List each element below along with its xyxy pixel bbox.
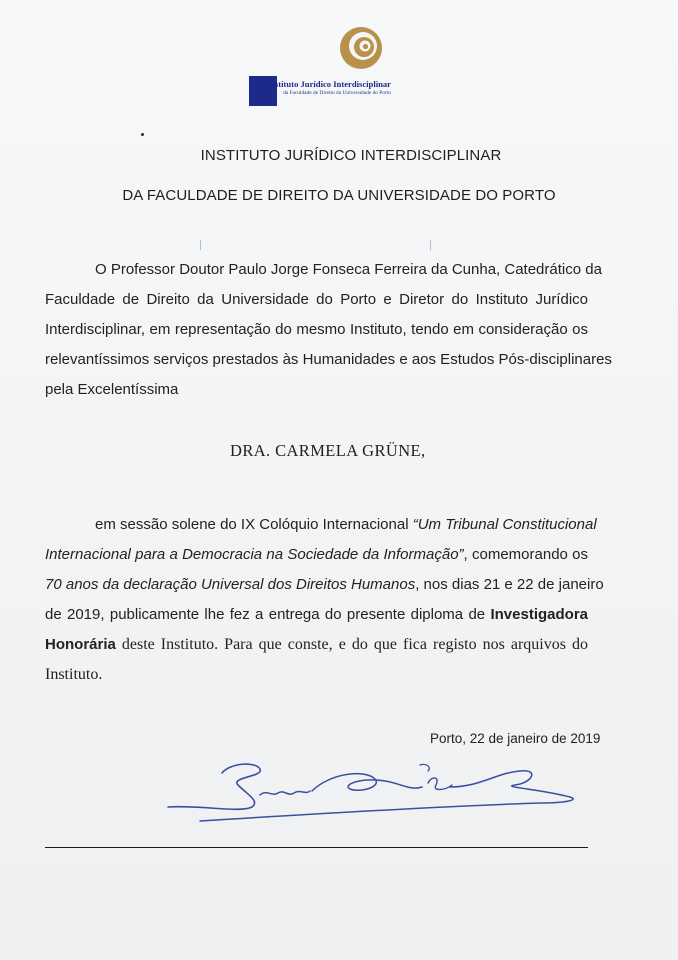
citation-line: [45, 570, 604, 600]
citation-text: , nos dias 21 e 22 de janeiro: [415, 576, 604, 593]
logo-name: Instituto Jurídico Interdisciplinar: [266, 79, 391, 89]
citation-line: [45, 510, 597, 540]
paper-mark: [200, 240, 201, 250]
paper-mark: [430, 240, 431, 250]
intro-line: relevantíssimos serviços prestados às Humanidades e aos Estudos Pós-disciplinares: [45, 351, 612, 368]
citation-line: [45, 540, 588, 570]
citation-text: , comemorando os: [463, 546, 588, 563]
institute-logo: [249, 26, 391, 110]
citation-line: Instituto.: [45, 666, 103, 683]
handwritten-signature: [160, 755, 590, 835]
intro-line: pela Excelentíssima: [45, 381, 179, 398]
honoree-name: DRA. CARMELA GRÜNE,: [230, 441, 426, 460]
citation-paragraph: [45, 510, 604, 690]
logo-subtitle: da Faculdade de Direito da Universidade do Porto: [283, 90, 391, 96]
logo-text: [249, 79, 391, 97]
ink-speck: [141, 133, 144, 136]
issue-date: Porto, 22 de janeiro de 2019: [430, 731, 601, 746]
honorary-title: Honorária: [45, 636, 116, 653]
colloquium-title: Internacional para a Democracia na Sociedade da Informação”: [45, 546, 464, 563]
faculty-heading: DA FACULDADE DE DIREITO DA UNIVERSIDADE DO PORTO: [122, 187, 556, 204]
intro-line: O Professor Doutor Paulo Jorge Fonseca Ferreira da Cunha, Catedrático da: [95, 261, 602, 278]
citation-text: em sessão solene do IX Colóquio Internacional: [95, 516, 413, 533]
institute-heading: INSTITUTO JURÍDICO INTERDISCIPLINAR: [200, 147, 502, 164]
intro-line: Interdisciplinar, em representação do mesmo Instituto, tendo em consideração os: [45, 321, 588, 338]
colloquium-title: “Um Tribunal Constitucional: [412, 516, 597, 533]
spiral-shell-icon: [329, 26, 389, 84]
citation-text: deste Instituto. Para que conste, e do que fica registo nos arquivos do: [115, 636, 588, 653]
citation-line: [45, 630, 588, 660]
intro-line: Faculdade de Direito da Universidade do Porto e Diretor do Instituto Jurídico: [45, 291, 588, 308]
footer-divider: [45, 847, 588, 848]
declaration-reference: 70 anos da declaração Universal dos Direitos Humanos: [45, 576, 416, 593]
honorary-title: Investigadora: [490, 606, 588, 623]
citation-line: [45, 600, 588, 630]
intro-paragraph: [45, 255, 612, 405]
citation-text: de 2019, publicamente lhe fez a entrega do presente diploma de: [45, 606, 491, 623]
